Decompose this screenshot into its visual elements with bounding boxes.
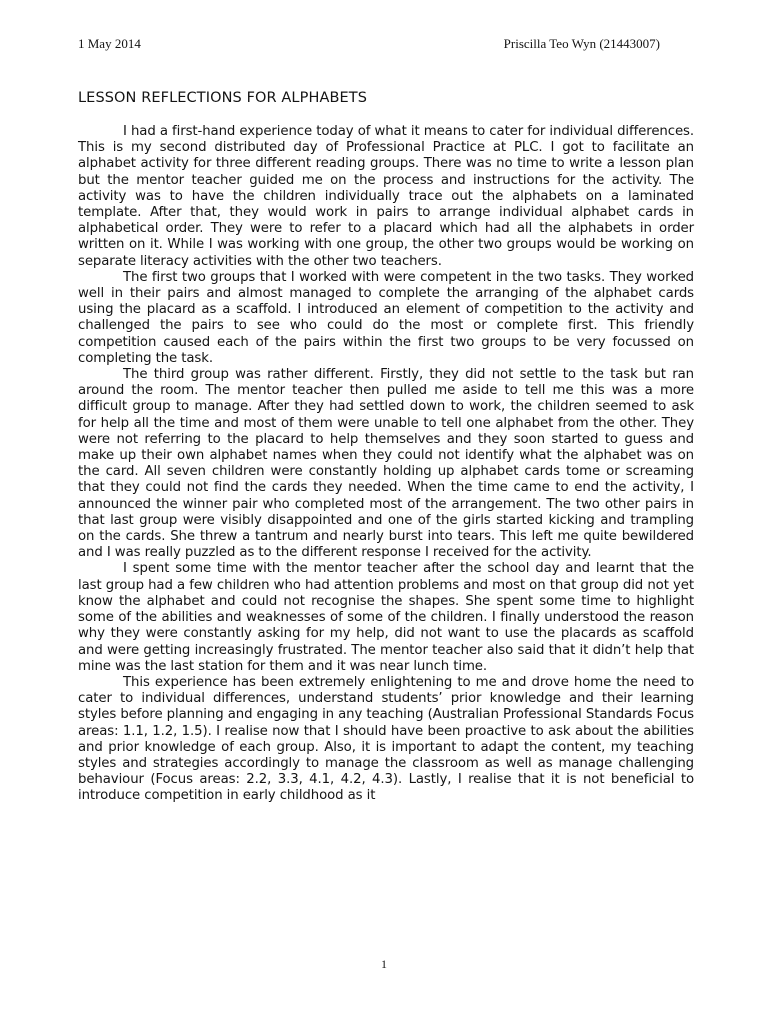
paragraph-4: I spent some time with the mentor teacher after the school day and learnt that the last group had a few children who had attention problems and most on that group did not yet know the alphabet and could not recognise the shapes. She spent some time to highlight some of the abilities and weaknesses of some of the children. I finally understood the reason why they were constantly asking for my help, did not want to use the placards as scaffold and were getting increasingly frustrated. The mentor teacher also said that it didn’t help that mine was the last station for them and it was near lunch time. [78, 561, 694, 674]
paragraph-3: The third group was rather different. Firstly, they did not settle to the task but ran around the room. The mentor teacher then pulled me aside to tell me this was a more difficult group to manage. After they had settled down to work, the children seemed to ask for help all the time and most of them were unable to tell one alphabet from the other. They were not referring to the placard to help themselves and they soon started to guess and make up their own alphabet names when they could not identify what the alphabet was on the card. All seven children were constantly holding up alphabet cards tome or screaming that they could not find the cards they needed. When the time came to end the activity, I announced the winner pair who completed most of the arrangement. The two other pairs in that last group were visibly disappointed and one of the girls started kicking and trampling on the cards. She threw a tantrum and nearly burst into tears. This left me quite bewildered and I was really puzzled as to the different response I received for the activity. [78, 367, 694, 561]
paragraph-5: This experience has been extremely enlightening to me and drove home the need to cater to individual differences, understand students’ prior knowledge and their learning styles before planning and engaging in any teaching (Australian Professional Standards Focus areas: 1.1, 1.2, 1.5). I realise now that I should have been proactive to ask about the abilities and prior knowledge of each group. Also, it is important to adapt the content, my teaching styles and strategies accordingly to manage the classroom as well as manage challenging behaviour (Focus areas: 2.2, 3.3, 4.1, 4.2, 4.3). Lastly, I realise that it is not beneficial to introduce competition in early childhood as it [78, 674, 694, 804]
header-author: Priscilla Teo Wyn (21443007) [503, 36, 660, 51]
page-number: 1 [381, 957, 387, 971]
paragraph-1: I had a first-hand experience today of what it means to cater for individual differences. This is my second distributed day of Professional Practice at PLC. I got to facilitate an alphabet activity for three different reading groups. There was no time to write a lesson plan but the mentor teacher guided me on the process and instructions for the activity. The activity was to have the children individually trace out the alphabets on a laminated template. After that, they would work in pairs to arrange individual alphabet cards in alphabetical order. They were to refer to a placard which had all the alphabets in order written on it. While I was working with one group, the other two groups would be working on separate literacy activities with the other two teachers. [78, 124, 694, 269]
page-header [78, 36, 660, 54]
header-date: 1 May 2014 [78, 36, 141, 51]
document-title: LESSON REFLECTIONS FOR ALPHABETS [78, 90, 368, 106]
paragraph-2: The first two groups that I worked with were competent in the two tasks. They worked well in their pairs and almost managed to complete the arranging of the alphabet cards using the placard as a scaffold. I introduced an element of competition to the activity and challenged the pairs to see who could do the most or complete first. This friendly competition caused each of the pairs within the first two groups to be very focussed on completing the task. [78, 269, 694, 366]
document-body [78, 124, 694, 805]
